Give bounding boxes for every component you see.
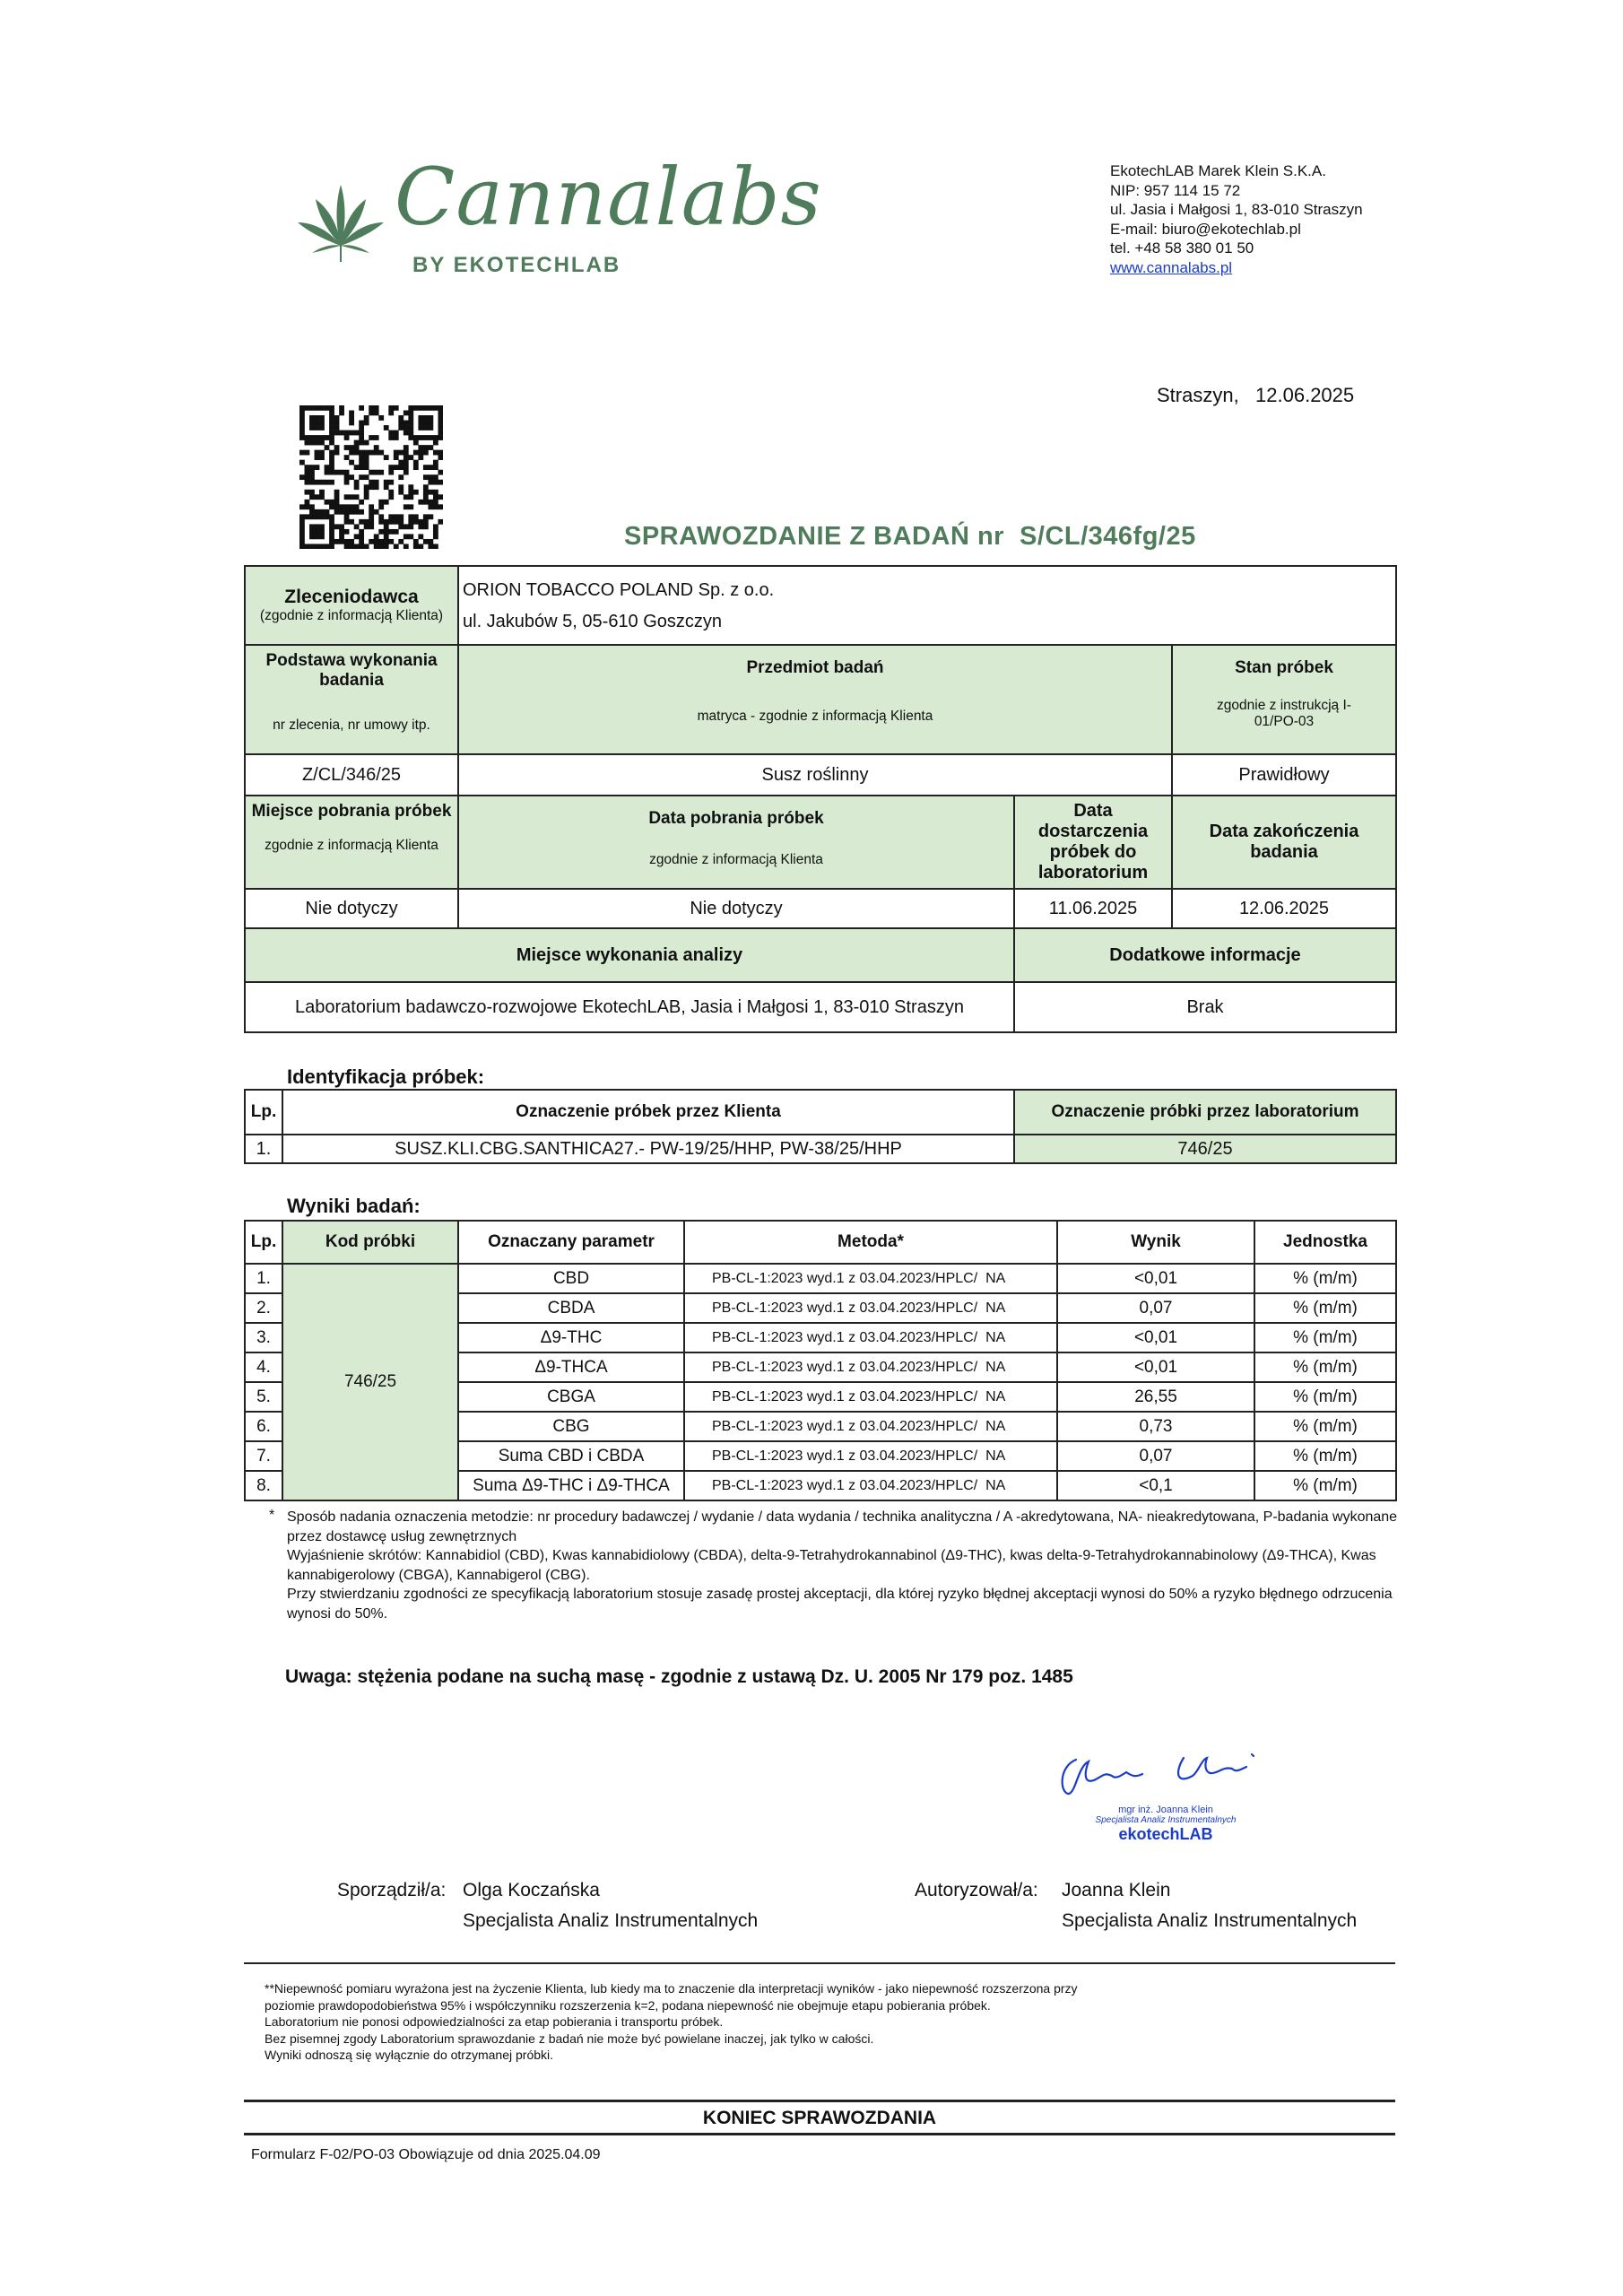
table-row-param: Suma CBD i CBDA bbox=[458, 1441, 684, 1471]
place-date: Straszyn, 12.06.2025 bbox=[1157, 384, 1355, 406]
table-row-method: PB-CL-1:2023 wyd.1 z 03.04.2023/HPLC/ NA bbox=[684, 1352, 1057, 1382]
end-of-report: KONIEC SPRAWOZDANIA bbox=[702, 2108, 937, 2128]
results-col-code: Kod próbki bbox=[282, 1221, 458, 1264]
footer-note: Laboratorium nie ponosi odpowiedzialności za etap pobierania i transportu próbek. bbox=[265, 2014, 724, 2029]
table-row-unit: % (m/m) bbox=[1254, 1323, 1396, 1352]
analysis-place-label: Miejsce wykonania analizy bbox=[245, 928, 1014, 982]
table-row-lp: 2. bbox=[245, 1293, 282, 1323]
signature-image bbox=[1049, 1749, 1282, 1803]
results-col-unit: Jednostka bbox=[1254, 1221, 1396, 1264]
state-label: Stan próbek bbox=[1235, 658, 1333, 677]
subject-value: Susz roślinny bbox=[458, 754, 1172, 796]
table-row-unit: % (m/m) bbox=[1254, 1293, 1396, 1323]
company-nip: NIP: 957 114 15 72 bbox=[1110, 181, 1241, 199]
table-row-lp: 5. bbox=[245, 1382, 282, 1412]
company-info bbox=[1110, 161, 1363, 277]
table-row-method: PB-CL-1:2023 wyd.1 z 03.04.2023/HPLC/ NA bbox=[684, 1441, 1057, 1471]
qr-code bbox=[299, 405, 443, 549]
stamp-name: mgr inż. Joanna Klein bbox=[1118, 1805, 1213, 1815]
table-row-lp: 1. bbox=[245, 1264, 282, 1293]
client-name: ORION TOBACCO POLAND Sp. z o.o. bbox=[458, 566, 1396, 601]
table-row-unit: % (m/m) bbox=[1254, 1382, 1396, 1412]
table-row-method: PB-CL-1:2023 wyd.1 z 03.04.2023/HPLC/ NA bbox=[684, 1293, 1057, 1323]
table-row-unit: % (m/m) bbox=[1254, 1471, 1396, 1500]
sampling-place-note: zgodnie z informacją Klienta bbox=[265, 838, 438, 853]
results-col-lp: Lp. bbox=[245, 1221, 282, 1264]
authorized-name: Joanna Klein bbox=[1062, 1880, 1171, 1900]
sampling-date-label-cell bbox=[458, 796, 1014, 889]
end-date-value: 12.06.2025 bbox=[1172, 889, 1396, 928]
table-row-lp: 3. bbox=[245, 1323, 282, 1352]
results-col-result: Wynik bbox=[1057, 1221, 1254, 1264]
basis-note: nr zlecenia, nr umowy itp. bbox=[273, 718, 430, 733]
extra-info-label: Dodatkowe informacje bbox=[1014, 928, 1396, 982]
sample-ident-table bbox=[244, 1089, 1397, 1164]
table-row-lp: 4. bbox=[245, 1352, 282, 1382]
company-website-link[interactable]: www.cannalabs.pl bbox=[1110, 258, 1233, 276]
subject-note: matryca - zgodnie z informacją Klienta bbox=[697, 709, 933, 724]
stamp-title: Specjalista Analiz Instrumentalnych bbox=[1095, 1815, 1237, 1825]
sample-code-cell: 746/25 bbox=[282, 1264, 458, 1500]
sampling-place-value: Nie dotyczy bbox=[245, 889, 458, 928]
footer-note: Wyniki odnoszą się wyłącznie do otrzymanej próbki. bbox=[265, 2048, 554, 2062]
table-row-lp: 8. bbox=[245, 1471, 282, 1500]
results-heading: Wyniki badań: bbox=[287, 1195, 421, 1217]
report-title: SPRAWOZDANIE Z BADAŃ nr S/CL/346fg/25 bbox=[624, 522, 1196, 551]
table-row-unit: % (m/m) bbox=[1254, 1412, 1396, 1441]
table-row-param: Δ9-THC bbox=[458, 1323, 684, 1352]
table-row-result: 0,07 bbox=[1057, 1293, 1254, 1323]
end-date-label: Data zakończenia badania bbox=[1172, 796, 1396, 889]
stamp-brand: ekotechLAB bbox=[1118, 1825, 1213, 1843]
ident-col-lp: Lp. bbox=[245, 1090, 282, 1135]
logo-wordmark: Cannalabs bbox=[395, 151, 822, 243]
client-label: Zleceniodawca bbox=[284, 587, 419, 607]
company-phone: tel. +48 58 380 01 50 bbox=[1110, 239, 1254, 257]
table-row-method: PB-CL-1:2023 wyd.1 z 03.04.2023/HPLC/ NA bbox=[684, 1264, 1057, 1293]
table-row-param: CBDA bbox=[458, 1293, 684, 1323]
form-reference: Formularz F-02/PO-03 Obowiązuje od dnia 2025.04.09 bbox=[251, 2147, 601, 2162]
delivery-date-label: Data dostarczenia próbek do laboratorium bbox=[1014, 796, 1172, 889]
extra-info-value: Brak bbox=[1014, 982, 1396, 1032]
subject-label: Przedmiot badań bbox=[746, 658, 884, 677]
end-divider-bottom bbox=[244, 2133, 1395, 2135]
table-row-method: PB-CL-1:2023 wyd.1 z 03.04.2023/HPLC/ NA bbox=[684, 1412, 1057, 1441]
table-row-param: Δ9-THCA bbox=[458, 1352, 684, 1382]
sampling-date-value: Nie dotyczy bbox=[458, 889, 1014, 928]
client-note: (zgodnie z informacją Klienta) bbox=[259, 608, 444, 623]
ident-col-lab: Oznaczenie próbki przez laboratorium bbox=[1014, 1090, 1396, 1135]
sample-ident-heading: Identyfikacja próbek: bbox=[287, 1065, 485, 1088]
company-address: ul. Jasia i Małgosi 1, 83-010 Straszyn bbox=[1110, 201, 1363, 218]
report-info-table bbox=[244, 565, 1397, 1033]
prepared-name: Olga Koczańska bbox=[463, 1880, 600, 1900]
table-row-result: <0,1 bbox=[1057, 1471, 1254, 1500]
sampling-date-note: zgodnie z informacją Klienta bbox=[649, 852, 823, 867]
cannabis-leaf-icon bbox=[296, 183, 386, 264]
dry-mass-note: Uwaga: stężenia podane na suchą masę - zgodnie z ustawą Dz. U. 2005 Nr 179 poz. 1485 bbox=[285, 1666, 1073, 1687]
ident-row-lp: 1. bbox=[245, 1135, 282, 1163]
authorized-label: Autoryzował/a: bbox=[915, 1880, 1038, 1900]
state-note: zgodnie z instrukcją I-01/PO-03 bbox=[1217, 698, 1351, 729]
basis-value: Z/CL/346/25 bbox=[245, 754, 458, 796]
results-col-param: Oznaczany parametr bbox=[458, 1221, 684, 1264]
prepared-label: Sporządził/a: bbox=[337, 1880, 447, 1900]
table-row-param: Suma Δ9-THC i Δ9-THCA bbox=[458, 1471, 684, 1500]
footer-divider bbox=[244, 1962, 1395, 1964]
table-row-result: <0,01 bbox=[1057, 1323, 1254, 1352]
basis-label-cell bbox=[245, 645, 458, 754]
prepared-title: Specjalista Analiz Instrumentalnych bbox=[463, 1910, 759, 1931]
table-row-param: CBGA bbox=[458, 1382, 684, 1412]
client-address: ul. Jakubów 5, 05-610 Goszczyn bbox=[458, 601, 1396, 645]
delivery-date-value: 11.06.2025 bbox=[1014, 889, 1172, 928]
table-row-method: PB-CL-1:2023 wyd.1 z 03.04.2023/HPLC/ NA bbox=[684, 1323, 1057, 1352]
logo-subtitle: BY EKOTECHLAB bbox=[412, 253, 621, 277]
note-method: Sposób nadania oznaczenia metodzie: nr procedury badawczej / wydanie / data wydania / technika analityczna / A -akredytowana, NA- nieakredytowana, P-badania wykonane przez dostawcę usług zewnętrznych bbox=[287, 1509, 1398, 1544]
ident-row-lab: 746/25 bbox=[1014, 1135, 1396, 1163]
footer-note: Bez pisemnej zgody Laboratorium sprawozdanie z badań nie może być powielane inaczej, jak tylko w całości. bbox=[265, 2031, 874, 2046]
end-divider-top bbox=[244, 2100, 1395, 2102]
company-name: EkotechLAB Marek Klein S.K.A. bbox=[1110, 162, 1326, 179]
table-row-method: PB-CL-1:2023 wyd.1 z 03.04.2023/HPLC/ NA bbox=[684, 1382, 1057, 1412]
footer-note: **Niepewność pomiaru wyrażona jest na życzenie Klienta, lub kiedy ma to znaczenie dla interpretacji wyników - jako niepewność rozszerzona przy bbox=[265, 1981, 1078, 1996]
footer-notes bbox=[265, 1980, 1078, 2064]
ident-row-client: SUSZ.KLI.CBG.SANTHICA27.- PW-19/25/HHP, PW-38/25/HHP bbox=[282, 1135, 1014, 1163]
company-email: E-mail: biuro@ekotechlab.pl bbox=[1110, 220, 1301, 238]
sampling-date-label: Data pobrania próbek bbox=[648, 809, 824, 828]
table-row-lp: 7. bbox=[245, 1441, 282, 1471]
table-row-param: CBD bbox=[458, 1264, 684, 1293]
table-row-result: <0,01 bbox=[1057, 1352, 1254, 1382]
table-row-unit: % (m/m) bbox=[1254, 1441, 1396, 1471]
basis-label: Podstawa wykonania badania bbox=[265, 651, 438, 690]
sampling-place-label-cell bbox=[245, 796, 458, 889]
table-row-result: 26,55 bbox=[1057, 1382, 1254, 1412]
note-acceptance: Przy stwierdzaniu zgodności ze specyfikacją laboratorium stosuje zasadę prostej akceptacji, dla której ryzyko błędnej akceptacji wynosi do 50% a ryzyko błędnego odrzucenia wynosi do 50%. bbox=[287, 1587, 1393, 1622]
authorized-title: Specjalista Analiz Instrumentalnych bbox=[1062, 1910, 1358, 1931]
analysis-place-value: Laboratorium badawczo-rozwojowe EkotechLAB, Jasia i Małgosi 1, 83-010 Straszyn bbox=[245, 982, 1014, 1032]
table-row-result: 0,73 bbox=[1057, 1412, 1254, 1441]
stamp bbox=[1072, 1805, 1260, 1844]
table-row-unit: % (m/m) bbox=[1254, 1352, 1396, 1382]
ident-col-client: Oznaczenie próbek przez Klienta bbox=[282, 1090, 1014, 1135]
table-row-unit: % (m/m) bbox=[1254, 1264, 1396, 1293]
notes-asterisk: * bbox=[269, 1508, 275, 1523]
results-col-method: Metoda* bbox=[684, 1221, 1057, 1264]
notes bbox=[287, 1508, 1399, 1623]
footer-note: poziomie prawdopodobieństwa 95% i współczynniku rozszerzenia k=2, podana niepewność nie obejmuje etapu pobierania próbek. bbox=[265, 1997, 991, 2013]
results-table bbox=[244, 1220, 1397, 1501]
client-label-cell bbox=[245, 566, 458, 645]
table-row-result: 0,07 bbox=[1057, 1441, 1254, 1471]
note-abbreviations: Wyjaśnienie skrótów: Kannabidiol (CBD), Kwas kannabidiolowy (CBDA), delta-9-Tetrahydrokannabinol (Δ9-THC), kwas delta-9-Tetrahydrokannabinolowy (Δ9-THCA), Kwas kannabigerolowy (CBGA), Kannabigerol (CBG). bbox=[287, 1548, 1376, 1583]
state-value: Prawidłowy bbox=[1172, 754, 1396, 796]
sampling-place-label: Miejsce pobrania próbek bbox=[251, 802, 452, 821]
table-row-method: PB-CL-1:2023 wyd.1 z 03.04.2023/HPLC/ NA bbox=[684, 1471, 1057, 1500]
table-row-result: <0,01 bbox=[1057, 1264, 1254, 1293]
table-row-lp: 6. bbox=[245, 1412, 282, 1441]
table-row-param: CBG bbox=[458, 1412, 684, 1441]
subject-label-cell bbox=[458, 645, 1172, 754]
state-label-cell bbox=[1172, 645, 1396, 754]
